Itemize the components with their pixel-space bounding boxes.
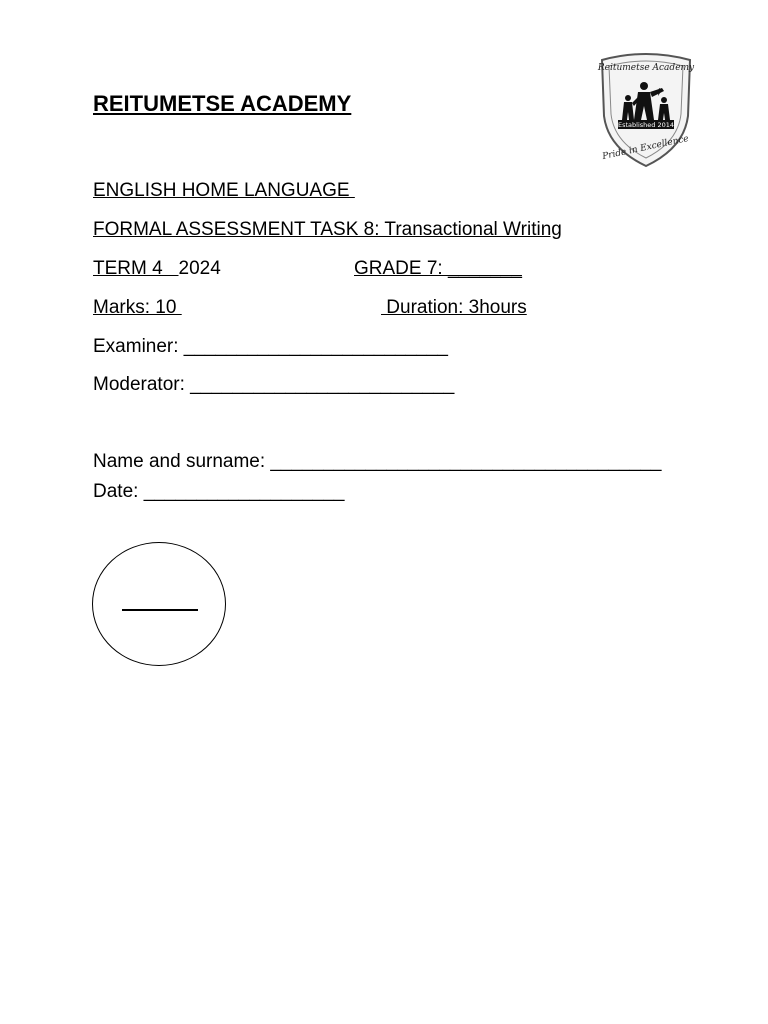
name-surname-field: Name and surname: _____________________________________ [93,451,662,472]
term-row [93,259,221,278]
duration-field: Duration: 3hours [381,297,527,318]
crest-motto: Pride in Excellence [601,134,690,163]
score-line [122,609,198,611]
grade-field: GRADE 7: _______ [354,258,522,279]
examiner-field: Examiner: _________________________ [93,336,448,357]
subject-heading: ENGLISH HOME LANGUAGE [93,180,355,201]
term-year: 2024 [178,258,221,279]
school-crest-logo [584,48,708,170]
date-field: Date: ___________________ [93,481,345,502]
svg-text:Reitumetse Academy: Reitumetse Academy [597,63,695,73]
term-label: TERM 4 [93,258,179,279]
task-heading: FORMAL ASSESSMENT TASK 8: Transactional Writing [93,219,562,240]
crest-established: Established 2014 [617,121,675,129]
marks-circle [92,542,226,666]
moderator-field: Moderator: _________________________ [93,374,455,395]
school-title: REITUMETSE ACADEMY [93,91,352,116]
marks-field: Marks: 10 [93,297,182,318]
